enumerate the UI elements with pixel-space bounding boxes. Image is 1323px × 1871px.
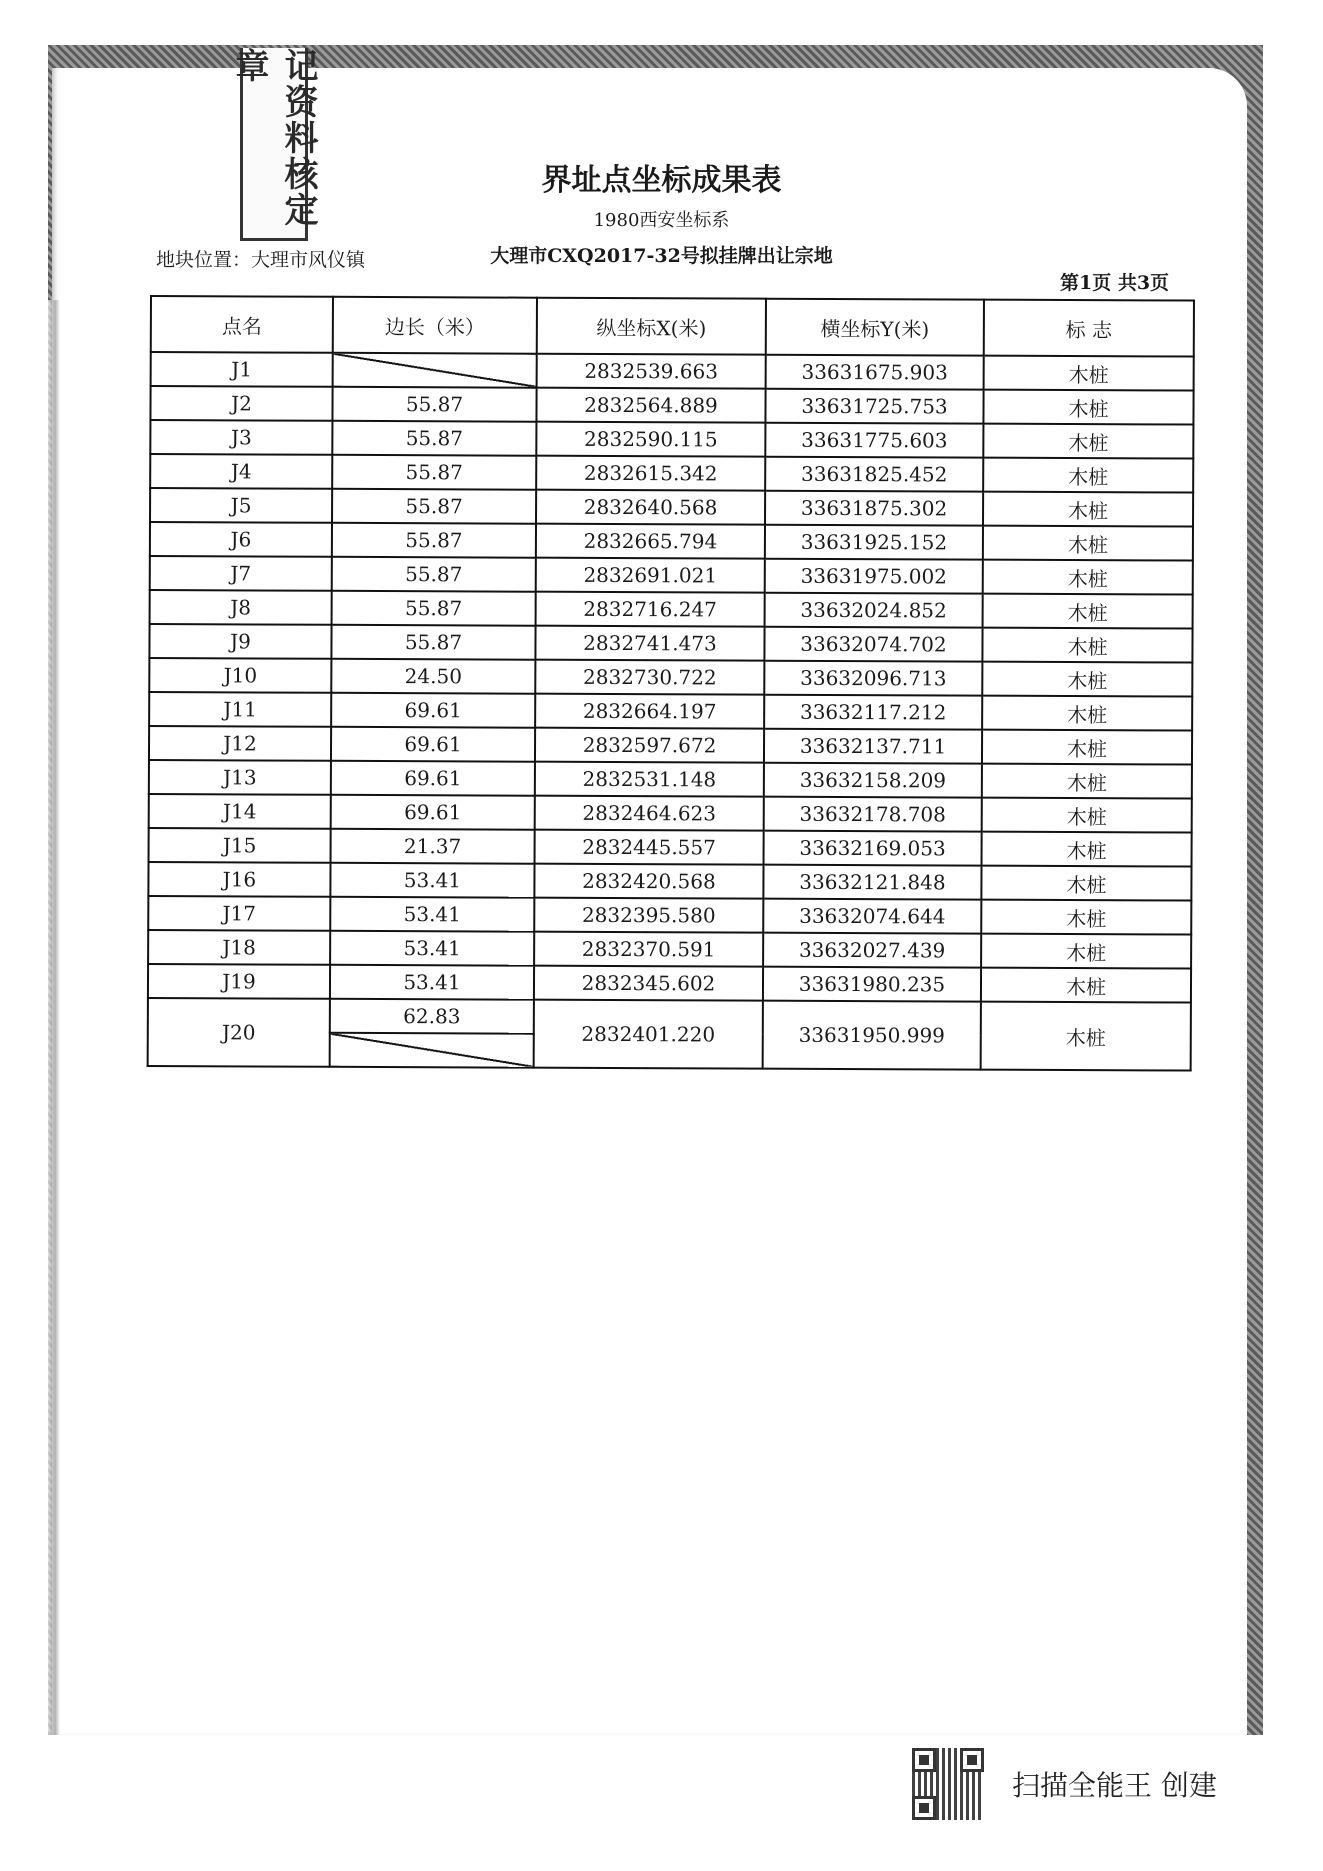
marker-cell: 木桩 [983,458,1193,493]
x-coordinate-cell: 2832464.623 [535,796,764,831]
point-name-cell: J8 [150,590,332,625]
edge-blank-cell [330,1033,534,1068]
edge-length-cell: 55.87 [332,591,536,626]
approval-stamp: 记资料核定章 [240,48,308,241]
x-coordinate-cell: 2832664.197 [535,694,764,729]
y-coordinate-cell: 33632074.702 [764,627,982,662]
marker-cell: 木桩 [982,662,1192,697]
marker-cell: 木桩 [983,492,1193,527]
header-point: 点名 [151,296,333,353]
table-half-row [150,420,1193,459]
point-name-cell: J3 [150,420,332,455]
edge-length-cell: 55.87 [332,421,536,456]
x-coordinate-cell: 2832716.247 [536,592,765,627]
edge-length-cell: 69.61 [331,761,535,796]
table-half-row [148,964,1191,1003]
marker-cell: 木桩 [984,356,1194,391]
point-name-cell: J14 [149,794,331,829]
x-coordinate-cell: 2832531.148 [535,762,764,797]
x-coordinate-cell: 2832590.115 [536,422,765,457]
marker-cell: 木桩 [982,764,1192,799]
point-name-cell: J5 [150,488,332,523]
y-coordinate-cell: 33631875.302 [765,491,983,526]
table-half-row [150,454,1193,493]
paper-fold-shadow [48,300,60,1735]
y-coordinate-cell: 33631925.152 [765,525,983,560]
y-coordinate-cell: 33632096.713 [764,661,982,696]
table-half-row [148,896,1191,935]
y-coordinate-cell: 33632137.711 [764,729,982,764]
table-half-row [149,760,1192,799]
y-coordinate-cell: 33631950.999 [763,1001,981,1070]
y-coordinate-cell: 33631825.452 [765,457,983,492]
table-half-row [148,998,1191,1037]
point-name-cell: J7 [150,556,332,591]
watermark-text: 扫描全能王 创建 [1012,1769,1217,1802]
x-coordinate-cell: 2832665.794 [536,524,765,559]
edge-length-cell: 69.61 [331,727,535,762]
table-half-row [148,930,1191,969]
location-label: 地块位置： [156,249,252,271]
scanner-watermark [912,1748,1217,1820]
table-half-row [151,352,1194,391]
point-name-cell: J4 [150,454,332,489]
point-name-cell: J9 [149,624,331,659]
y-coordinate-cell: 33632178.708 [764,797,982,832]
table-half-row [149,624,1192,663]
marker-cell: 木桩 [983,390,1193,425]
marker-cell: 木桩 [981,968,1191,1003]
marker-cell: 木桩 [981,900,1191,935]
point-name-cell: J10 [149,658,331,693]
y-coordinate-cell: 33632024.852 [765,593,983,628]
x-coordinate-cell: 2832395.580 [534,898,763,933]
x-coordinate-cell: 2832741.473 [535,626,764,661]
point-name-cell: J1 [151,352,333,387]
edge-length-cell: 55.87 [332,489,536,524]
parcel-location [156,245,365,272]
coordinate-system: 1980西安坐标系 [593,210,730,231]
x-coordinate-cell: 2832730.722 [535,660,764,695]
point-name-cell: J18 [148,930,330,965]
marker-cell: 木桩 [982,832,1192,867]
header-edge-length: 边长（米） [333,297,537,354]
point-name-cell: J11 [149,692,331,727]
marker-cell: 木桩 [982,696,1192,731]
point-name-cell: J13 [149,760,331,795]
coordinate-table [147,295,1195,1072]
table-half-row [149,794,1192,833]
edge-length-cell: 55.87 [331,625,535,660]
point-name-cell: J19 [148,964,330,999]
x-coordinate-cell: 2832539.663 [537,354,766,389]
y-coordinate-cell: 33631975.002 [765,559,983,594]
edge-length-cell: 55.87 [332,387,536,422]
table-half-row [150,488,1193,527]
x-coordinate-cell: 2832640.568 [536,490,765,525]
location-value: 大理市风仪镇 [251,249,366,271]
y-coordinate-cell: 33632158.209 [764,763,982,798]
point-name-cell: J6 [150,522,332,557]
table-half-row [149,658,1192,697]
table-header-row [151,296,1194,357]
table-half-row [150,386,1193,425]
edge-length-cell: 62.83 [330,999,534,1034]
y-coordinate-cell: 33632169.053 [764,831,982,866]
edge-length-cell: 24.50 [331,659,535,694]
header-marker: 标 志 [984,300,1194,357]
marker-cell: 木桩 [981,866,1191,901]
x-coordinate-cell: 2832420.568 [534,864,763,899]
x-coordinate-cell: 2832691.021 [536,558,765,593]
y-coordinate-cell: 33631675.903 [766,355,984,390]
page-indicator: 第1页 共3页 [1060,272,1170,294]
point-name-cell: J15 [149,828,331,863]
table-half-row [149,726,1192,765]
header-y: 横坐标Y(米) [766,299,984,356]
edge-length-cell: 55.87 [332,557,536,592]
point-name-cell: J16 [148,862,330,897]
marker-cell: 木桩 [983,526,1193,561]
x-coordinate-cell: 2832370.591 [534,932,763,967]
y-coordinate-cell: 33632074.644 [763,899,981,934]
table-half-row [149,828,1192,867]
table-body [148,352,1194,1071]
edge-blank-cell [333,353,537,388]
parcel-name: 大理市CXQ2017-32号拟挂牌出让宗地 [490,245,833,267]
edge-length-cell: 69.61 [331,795,535,830]
y-coordinate-cell: 33632117.212 [764,695,982,730]
y-coordinate-cell: 33631725.753 [765,389,983,424]
table-half-row [150,556,1193,595]
edge-length-cell: 53.41 [330,897,534,932]
x-coordinate-cell: 2832401.220 [534,1000,763,1069]
point-name-cell: J12 [149,726,331,761]
x-coordinate-cell: 2832597.672 [535,728,764,763]
table-half-row [148,862,1191,901]
marker-cell: 木桩 [982,628,1192,663]
marker-cell: 木桩 [983,560,1193,595]
edge-length-cell: 21.37 [331,829,535,864]
qr-code-icon [912,1748,984,1820]
marker-cell: 木桩 [981,934,1191,969]
table-half-row [150,522,1193,561]
edge-length-cell: 55.87 [332,523,536,558]
document-title: 界址点坐标成果表 [541,163,782,198]
edge-length-cell: 53.41 [330,965,534,1000]
y-coordinate-cell: 33631980.235 [763,967,981,1002]
table-half-row [149,692,1192,731]
point-name-cell: J2 [150,386,332,421]
marker-cell: 木桩 [982,730,1192,765]
x-coordinate-cell: 2832445.557 [535,830,764,865]
y-coordinate-cell: 33631775.603 [765,423,983,458]
x-coordinate-cell: 2832345.602 [534,966,763,1001]
x-coordinate-cell: 2832615.342 [536,456,765,491]
edge-length-cell: 69.61 [331,693,535,728]
marker-cell: 木桩 [983,594,1193,629]
marker-cell: 木桩 [981,1002,1191,1071]
table-half-row [150,590,1193,629]
edge-length-cell: 55.87 [332,455,536,490]
point-name-cell: J20 [148,998,330,1067]
point-name-cell: J17 [148,896,330,931]
y-coordinate-cell: 33632027.439 [763,933,981,968]
x-coordinate-cell: 2832564.889 [536,388,765,423]
y-coordinate-cell: 33632121.848 [763,865,981,900]
marker-cell: 木桩 [982,798,1192,833]
edge-length-cell: 53.41 [330,863,534,898]
edge-length-cell: 53.41 [330,931,534,966]
marker-cell: 木桩 [983,424,1193,459]
header-x: 纵坐标X(米) [537,298,766,355]
